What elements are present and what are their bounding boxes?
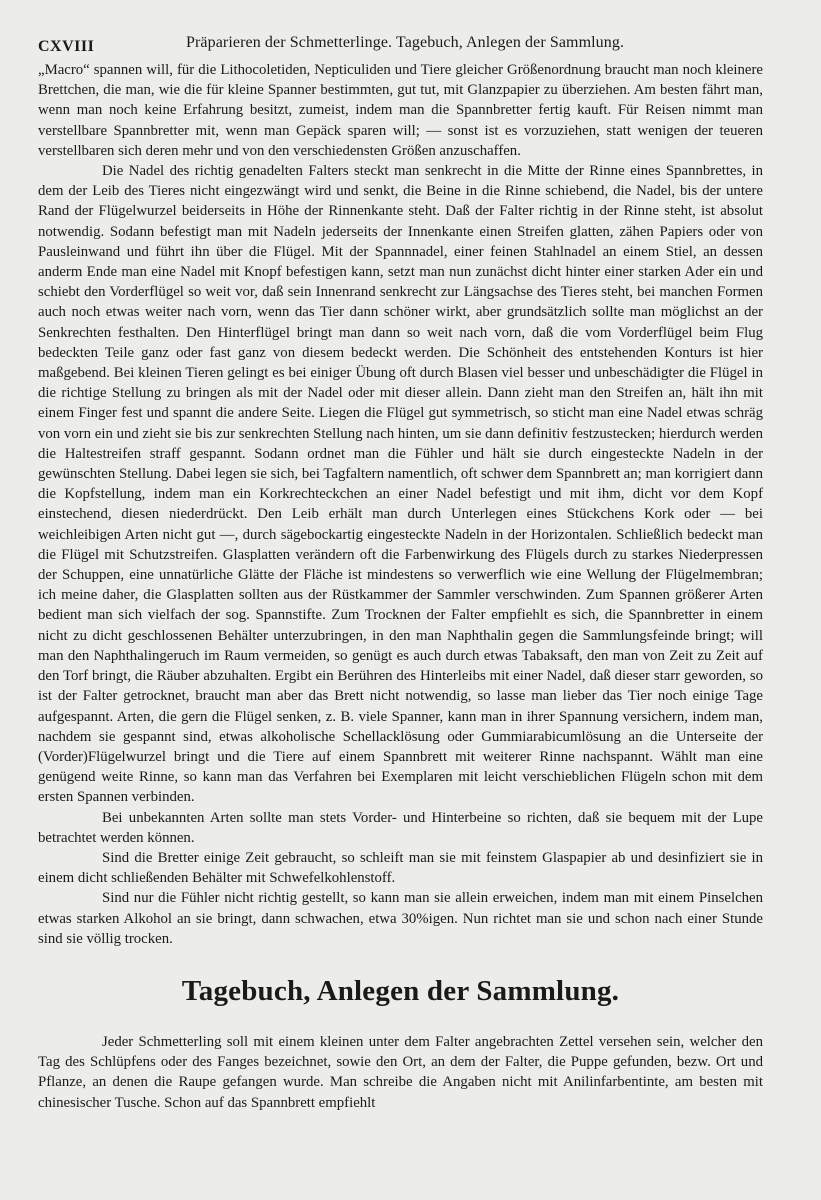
running-head	[38, 34, 763, 60]
paragraph-beine: Bei unbekannten Arten sollte man stets Vorder- und Hinterbeine so richten, daß sie bequem mit der Lupe betrachtet werden können.	[38, 809, 763, 846]
paragraph-fuehler: Sind nur die Fühler nicht richtig gestellt, so kann man sie allein erweichen, indem man mit einem Pinselchen etwas starken Alkohol an sie bringt, dann schwachen, etwa 30%igen. Nun richtet man sie und schon nach einer Stunde sind sie völlig trocken.	[38, 890, 763, 947]
section-heading: Tagebuch, Anlegen der Sammlung.	[181, 974, 620, 1007]
section-body	[38, 1032, 763, 1113]
paragraph-continued: „Macro“ spannen will, für die Lithocoletiden, Nepticuliden und Tiere gleicher Größenordnung braucht man noch kleinere Brettchen, die man, wie die für kleine Spanner bestimmten, gut tut, mit Glanzpapier zu überziehen. Am besten fährt man, wenn man noch keine Erfahrung besitzt, zumeist, indem man die Spannbretter fertig kauft. Für Reisen nimmt man verstellbare Spannbretter mit, wenn man Gepäck sparen will; — sonst ist es vorzuziehen, statt wenigen der teueren verstellbaren sich deren mehr und von den verschiedensten Größen anzuschaffen.	[38, 62, 763, 159]
running-head-title: Präparieren der Schmetterlinge. Tagebuch, Anlegen der Sammlung.	[186, 34, 625, 51]
page-number: CXVIII	[38, 38, 95, 55]
body-text	[38, 60, 763, 949]
paragraph-bretter: Sind die Bretter einige Zeit gebraucht, so schleift man sie mit feinstem Glaspapier ab und desinfiziert sie in einem dicht schließenden Behälter mit Schwefelkohlenstoff.	[38, 849, 763, 887]
paragraph-spannen: Die Nadel des richtig genadelten Falters steckt man senkrecht in die Mitte der Rinne eines Spannbrettes, in dem der Leib des Tieres nicht eingezwängt wird und senkt, die Beine in die Rinne schiebend, die Nadel, bis der untere Rand der Flügelwurzel beiderseits in Höhe der Rinnenkante steht. Daß der Falter richtig in der Rinne steht, ist absolut notwendig. Sodann befestigt man mit Nadeln jederseits der Innenkante einen Streifen glatten, zähen Papiers oder von Pausleinwand und führt ihn über die Flügel. Mit der Spannnadel, einer feinen Stahlnadel an einem Stiel, an dessen anderm Ende man eine Nadel mit Knopf befestigen kann, setzt man nun zunächst dicht hinter einer starken Ader ein und schiebt den Vorderflügel so weit vor, daß sein Innenrand senkrecht zur Längsachse des Tieres steht, bei manchen Formen auch noch etwas weiter nach vorn, wenn das Tier dann schöner wirkt, aber grundsätzlich sollte man möglichst an der Senkrechten festhalten. Den Hinterflügel bringt man dann so weit nach vorn, daß die vom Vorderflügel beim Flug bedeckten Teile ganz oder fast ganz von diesem bedeckt werden. Die Schönheit des entstehenden Konturs ist hier maßgebend. Bei kleinen Tieren gelingt es bei einiger Übung oft durch Blasen viel besser und unbeschädigter die Flügel in die richtige Stellung zu bringen als mit der Nadel oder mit dieser allein. Dann zieht man den Streifen an, hält ihn mit einem Finger fest und spannt die andere Seite. Liegen die Flügel gut symmetrisch, so sticht man eine Nadel etwas schräg von vorn ein und zieht sie bis zur senkrechten Stellung nach hinten, um sie dann definitiv festzustecken; hierdurch werden die Haltestreifen straff gespannt. Sodann ordnet man die Fühler und hält sie durch eingesteckte Nadeln in der gewünschten Stellung. Dabei legen sie sich, bei Tagfaltern namentlich, oft schwer dem Spannbrett an; man korrigiert dann die Kopfstellung, indem man ein Korkrechteckchen an einer Nadel befestigt und mit ihm, dicht vor dem Kopf einstechend, diesen niederdrückt. Den Leib erhält man durch Unterlegen eines Stückchens Kork oder — bei weichleibigen Arten nicht gut —, durch sägebockartig eingesteckte Nadeln in der Horizontalen. Schließlich bedeckt man die Flügel mit Schutzstreifen. Glasplatten verändern oft die Farbenwirkung des Flügels durch zu starkes Niederpressen der Schuppen, eine unnatürliche Glätte der Fläche ist mindestens so verwerflich wie eine Wellung der Flügelmembran; ich meine daher, die Glasplatten sollten aus der Rüstkammer der Sammler verschwinden. Zum Spannen größerer Arten bedient man sich vielfach der sog. Spannstifte. Zum Trocknen der Falter empfiehlt es sich, die Spannbretter in einem nicht zu dicht geschlossenen Behälter unterzubringen, in den man Naphthalin gegen die Sammlungsfeinde bringt; will man den Naphthalingeruch im Raum vermeiden, so genügt es auch durch etwas Tabaksaft, den man von Zeit zu Zeit auf den Torf bringt, die Räuber abzuhalten. Ergibt ein Berühren des Hinterleibs mit einer Nadel, daß dieser starr geworden, so ist der Falter getrocknet, braucht man aber das Brett nicht notwendig, so lasse man lieber das Tier noch einige Tage aufgespannt. Arten, die gern die Flügel senken, z. B. viele Spanner, kann man in ihrer Spannung versichern, indem man, nachdem sie gespannt sind, etwas alkoholische Schellacklösung oder Gummiarabicumlösung an die Unterseite der (Vorder)Flügelwurzel bringt und die Tiere auf einem Spannbrett mit weiterer Rinne nachspannt. Wählt man eine genügend weite Rinne, so kann man das Verfahren bei Exemplaren mit leicht verschieblichen Flügeln schon mit dem ersten Spannen verbinden.	[38, 163, 763, 806]
paragraph-zettel: Jeder Schmetterling soll mit einem kleinen unter dem Falter angebrachten Zettel versehen sein, welcher den Tag des Schlüpfens oder des Fanges bezeichnet, sowie den Ort, an dem der Falter, die Puppe gefunden, bezw. Ort und Pflanze, an denen die Raupe gefangen wurde. Man schreibe die Angaben nicht mit Anilinfarbentinte, am besten mit chinesischer Tusche. Schon auf das Spannbrett empfiehlt	[38, 1033, 763, 1111]
